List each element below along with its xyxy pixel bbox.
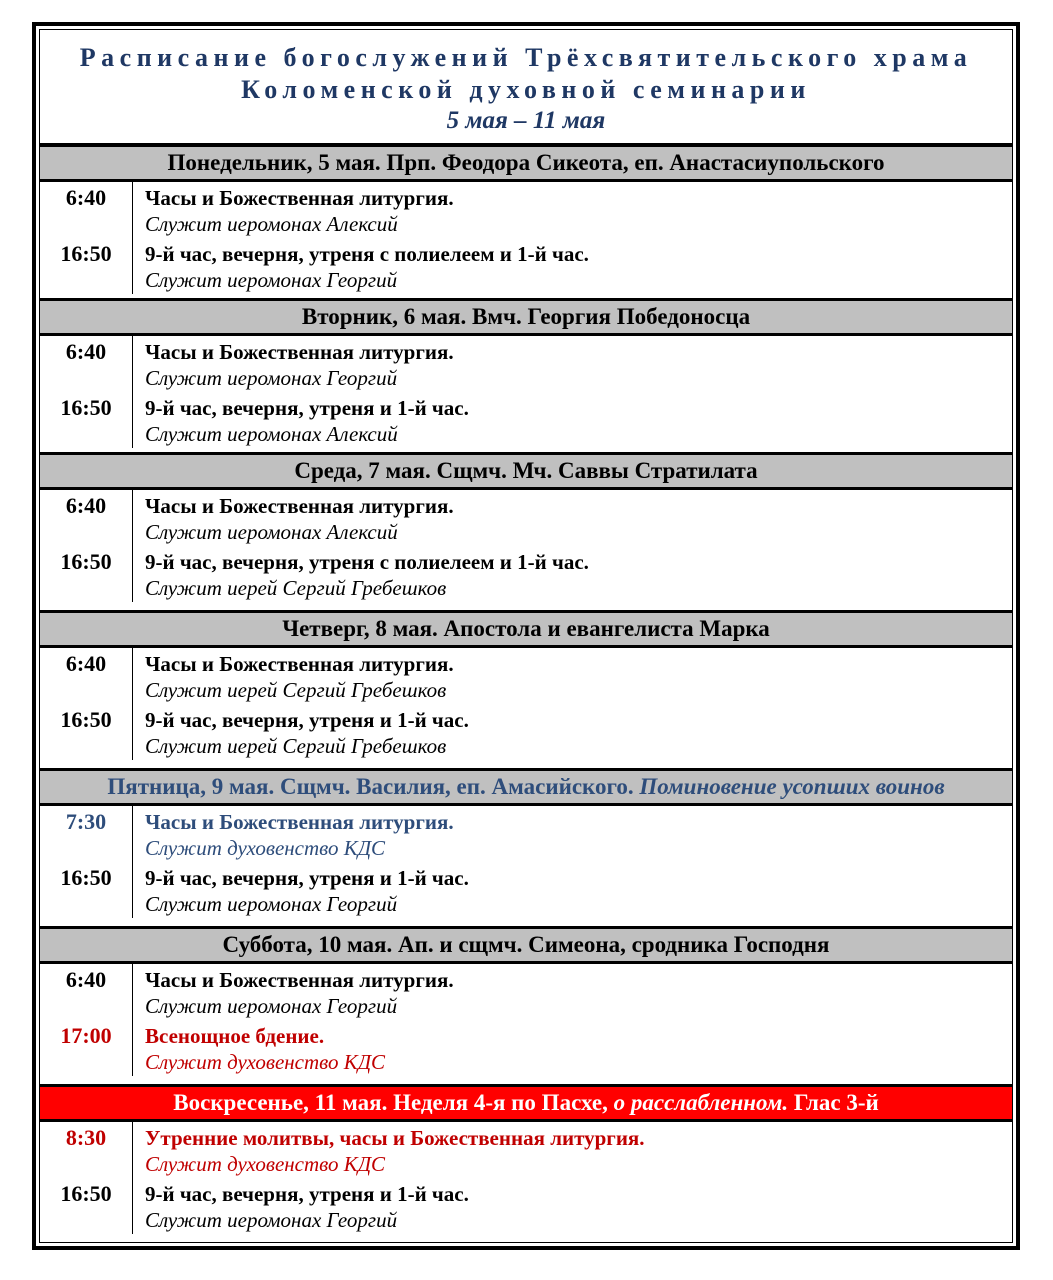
day-heading-thursday: Четверг, 8 мая. Апостола и евангелиста Марка — [40, 610, 1012, 648]
day-services-tuesday — [40, 336, 1012, 448]
service-cleric: Служит духовенство КДС — [145, 1152, 386, 1176]
service-title: Часы и Божественная литургия. — [145, 652, 454, 676]
service-row — [40, 336, 1012, 392]
day-heading-friday — [40, 768, 1012, 806]
day-services-saturday — [40, 964, 1012, 1076]
service-time: 16:50 — [60, 241, 112, 266]
service-row — [40, 238, 1012, 294]
service-row — [40, 964, 1012, 1020]
service-cleric: Служит иеромонах Георгий — [145, 994, 398, 1018]
service-title: 9-й час, вечерня, утреня и 1-й час. — [145, 708, 469, 732]
service-title: Всенощное бдение. — [145, 1024, 325, 1048]
service-title: 9-й час, вечерня, утреня и 1-й час. — [145, 396, 469, 420]
day-heading-saturday: Суббота, 10 мая. Ап. и сщмч. Симеона, сродника Господня — [40, 926, 1012, 964]
service-row — [40, 806, 1012, 862]
service-cleric: Служит иеромонах Алексий — [145, 520, 398, 544]
service-time: 16:50 — [60, 549, 112, 574]
service-row — [40, 1178, 1012, 1234]
service-row — [40, 648, 1012, 704]
service-time: 7:30 — [65, 809, 107, 834]
day-services-monday — [40, 182, 1012, 294]
day-heading-text: Пятница, 9 мая. Сщмч. Василия, еп. Амасийского. — [107, 774, 634, 799]
day-heading-wednesday: Среда, 7 мая. Сщмч. Мч. Саввы Стратилата — [40, 452, 1012, 490]
schedule-inner — [39, 29, 1013, 1243]
service-cleric: Служит духовенство КДС — [145, 836, 386, 860]
service-title: Утренние молитвы, часы и Божественная литургия. — [145, 1126, 645, 1150]
service-title: 9-й час, вечерня, утреня с полиелеем и 1-й час. — [145, 550, 589, 574]
service-title: Часы и Божественная литургия. — [145, 340, 454, 364]
service-row — [40, 182, 1012, 238]
day-services-wednesday — [40, 490, 1012, 602]
service-time: 6:40 — [65, 493, 107, 518]
service-title: Часы и Божественная литургия. — [145, 494, 454, 518]
day-services-friday — [40, 806, 1012, 918]
day-heading-commemoration: Поминовение усопших воинов — [639, 774, 945, 799]
service-title: Часы и Божественная литургия. — [145, 810, 454, 834]
service-row — [40, 862, 1012, 918]
title-line-1: Расписание богослужений Трёхсвятительского храма — [79, 43, 973, 72]
day-heading-tuesday: Вторник, 6 мая. Вмч. Георгия Победоносца — [40, 298, 1012, 336]
day-heading-text: Воскресенье, 11 мая. Неделя 4-я по Пасхе, — [173, 1090, 608, 1115]
service-time: 6:40 — [65, 967, 107, 992]
schedule-frame — [32, 22, 1020, 1250]
service-cleric: Служит иеромонах Алексий — [145, 212, 398, 236]
service-time: 16:50 — [60, 1181, 112, 1206]
service-row — [40, 1020, 1012, 1076]
service-time: 6:40 — [65, 339, 107, 364]
service-cleric: Служит иеромонах Георгий — [145, 268, 398, 292]
service-time: 6:40 — [65, 185, 107, 210]
service-cleric: Служит иерей Сергий Гребешков — [145, 678, 447, 702]
date-range: 5 мая – 11 мая — [446, 107, 606, 134]
service-cleric: Служит иерей Сергий Гребешков — [145, 576, 447, 600]
service-cleric: Служит духовенство КДС — [145, 1050, 386, 1074]
day-services-thursday — [40, 648, 1012, 760]
service-title: 9-й час, вечерня, утреня с полиелеем и 1-й час. — [145, 242, 589, 266]
service-cleric: Служит иеромонах Георгий — [145, 1208, 398, 1232]
service-time: 16:50 — [60, 865, 112, 890]
service-cleric: Служит иерей Сергий Гребешков — [145, 734, 447, 758]
service-row — [40, 490, 1012, 546]
service-cleric: Служит иеромонах Алексий — [145, 422, 398, 446]
day-heading-monday: Понедельник, 5 мая. Прп. Феодора Сикеота, еп. Анастасиупольского — [40, 144, 1012, 182]
title-line-2: Коломенской духовной семинарии — [241, 75, 811, 104]
service-row — [40, 1122, 1012, 1178]
schedule-header — [40, 30, 1012, 146]
service-time: 16:50 — [60, 395, 112, 420]
service-time: 6:40 — [65, 651, 107, 676]
service-row — [40, 704, 1012, 760]
day-heading-tone: Глас 3-й — [793, 1090, 879, 1115]
service-cleric: Служит иеромонах Георгий — [145, 366, 398, 390]
service-row — [40, 546, 1012, 602]
service-cleric: Служит иеромонах Георгий — [145, 892, 398, 916]
service-title: 9-й час, вечерня, утреня и 1-й час. — [145, 866, 469, 890]
service-title: Часы и Божественная литургия. — [145, 968, 454, 992]
service-time: 8:30 — [65, 1125, 107, 1150]
service-title: 9-й час, вечерня, утреня и 1-й час. — [145, 1182, 469, 1206]
day-heading-sunday — [40, 1084, 1012, 1122]
service-time: 16:50 — [60, 707, 112, 732]
day-heading-feast: о расслабленном. — [613, 1090, 789, 1115]
service-row — [40, 392, 1012, 448]
service-time: 17:00 — [60, 1023, 112, 1048]
service-title: Часы и Божественная литургия. — [145, 186, 454, 210]
day-services-sunday — [40, 1122, 1012, 1234]
